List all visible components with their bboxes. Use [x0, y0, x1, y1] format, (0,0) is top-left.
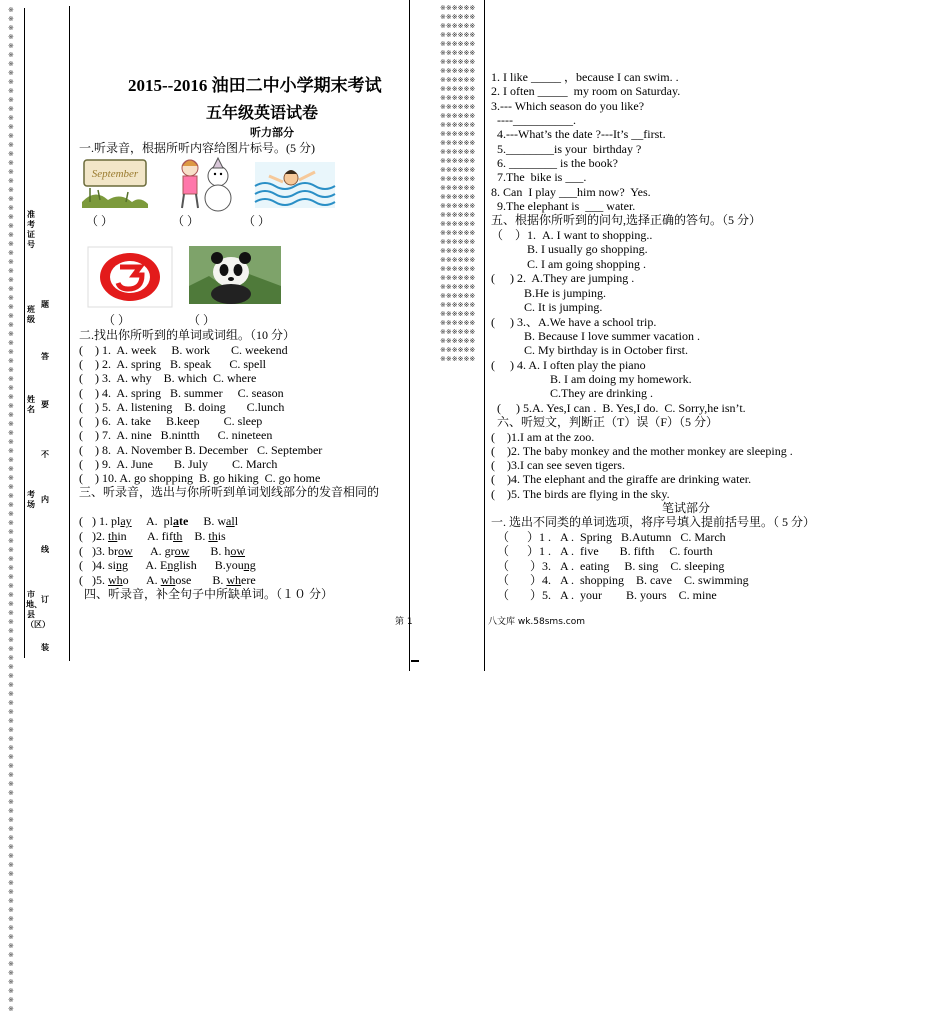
part6-item: ( )2. The baby monkey and the mother monkey are sleeping . [491, 444, 793, 458]
part6-item: ( )3.I can see seven tigers. [491, 458, 625, 472]
part5-line: B. I am doing my homework. [550, 372, 692, 386]
binding-label-city: 市地、县（区） [26, 590, 50, 629]
part3-item-5: ( )5. who A. whose B. where [79, 573, 256, 587]
part1-heading: 一.听录音，根据所听内容给图片标号。(5 分) [79, 141, 315, 155]
part5-line: B. Because I love summer vacation . [524, 329, 700, 343]
part5-line: ( ) 3.、A.We have a school trip. [491, 315, 657, 329]
mid-border-right [484, 0, 485, 671]
part4-item: ----__________. [497, 113, 576, 127]
written-item: （ ）1 . A . five B. fifth C. fourth [497, 544, 713, 558]
part4-item: 2. I often _____ my room on Saturday. [491, 84, 681, 98]
binding-label-ding: 订 [41, 595, 49, 604]
part3-item-3: ( )3. brow A. grow B. how [79, 544, 246, 558]
part3-heading: 三、听录音，选出与你所听到单词划线部分的发音相同的 [79, 485, 380, 499]
part5-line: C. It is jumping. [524, 300, 603, 314]
part2-item: ( ) 3. A. why B. which C. where [79, 371, 257, 385]
part4-item: 6. ________ is the book? [497, 156, 618, 170]
swimming-icon [255, 162, 335, 208]
part4-heading: 四、听录音，补全句子中所缺单词。（１０ 分） [84, 587, 334, 601]
part4-item: 3.--- Which season do you like? [491, 99, 645, 113]
exam-title: 2015--2016 油田二中小学期末考试 [128, 76, 382, 95]
part2-item: ( ) 7. A. nine B.nintth C. nineteen [79, 428, 273, 442]
part3-item-2: ( )2. thin A. fifth B. this [79, 529, 226, 543]
part4-item: 8. Can I play ___him now? Yes. [491, 185, 651, 199]
written-heading: 一. 选出不同类的单词选项，将序号填入提前括号里。（ 5 分） [491, 515, 816, 529]
written-item: （ ）4. A . shopping B. cave C. swimming [497, 573, 749, 587]
part2-item: ( ) 9. A. June B. July C. March [79, 457, 278, 471]
mid-binding-strip: ※※※※※※※※※※※※※※※※※※※※※※※※※※※※※※※※※※※※※※※※※※※※※※※※※※※※※※※※※※※※※※※※※※※※※※※※※※※※※※※※※※※※※※※※※※※※※※※※※※※※※※※※※※※※※※※※※※※※※※※※※※※※※※※※※※※※※※※※※※※※※※※※※※※※※※※※※※※※※※※※※※※※※※※※※※※※※※※※※※※※※※※※※※※※※※※※※※※※※※※※※※※※※※※※※※※※※※※※※※※※※※※※※※※※※※※※※※※※※※※※ [440, 4, 476, 363]
left-page-border [69, 6, 70, 661]
part5-line: C. My birthday is in October first. [524, 343, 688, 357]
part4-item: 4.---What’s the date ?---It’s __first. [497, 127, 666, 141]
part5-line: ( ) 4. A. I often play the piano [491, 358, 646, 372]
left-binding-strip: ※※※※※※※※※※※※※※※※※※※※※※※※※※※※※※※※※※※※※※※※※※※※※※※※※※※※※※※※※※※※※※※※※※※※※※※※※※※※※※※※※※※※※※※※※※※※※※※※※※※※※※※※※※※※※※※※ [8, 6, 14, 1013]
part3-item-1: ( ) 1. play A. plate B. wall [79, 514, 239, 528]
part6-heading: 六、听短文，判断正（T）误（F）（5 分） [497, 415, 719, 429]
binding-label-xian: 线 [41, 545, 49, 554]
part5-line: B.He is jumping. [524, 286, 607, 300]
part4-item: 5.________is your birthday ? [497, 142, 642, 156]
binding-label-ti: 题 [41, 300, 49, 309]
part2-item: ( ) 6. A. take B.keep C. sleep [79, 414, 263, 428]
part2-item: ( ) 4. A. spring B. summer C. season [79, 386, 284, 400]
part4-item: 1. I like _____ ，because I can swim. . [491, 70, 679, 84]
binding-label-bu: 不 [41, 450, 49, 459]
part2-item: ( ) 8. A. November B. December C. September [79, 443, 323, 457]
part2-item: ( ) 2. A. spring B. speak C. spell [79, 357, 266, 371]
binding-label-room: 考场 [27, 490, 35, 509]
part5-line: C.They are drinking . [550, 386, 653, 400]
panda-icon [189, 246, 281, 304]
listening-section-title: 听力部分 [250, 127, 294, 139]
part5-heading: 五、根据你所听到的问句,选择正确的答句。（5 分） [491, 213, 762, 227]
part1-blank-4[interactable]: （ ） [103, 313, 131, 327]
mid-border-left [409, 0, 410, 671]
binding-label-class: 班级 [27, 305, 35, 324]
left-binding-line [24, 8, 25, 658]
binding-label-nei: 内 [41, 495, 49, 504]
part4-item: 9.The elephant is ___ water. [497, 199, 636, 213]
part1-blank-3[interactable]: （ ） [243, 214, 271, 228]
part5-line: ( ) 5.A. Yes,I can . B. Yes,I do. C. Sorry,he isn’t. [497, 401, 746, 415]
exam-subtitle: 五年级英语试卷 [206, 105, 319, 122]
written-item: （ ）1 . A . Spring B.Autumn C. March [497, 530, 726, 544]
part2-item: ( ) 10. A. go shopping B. go hiking C. go home [79, 471, 321, 485]
part2-item: ( ) 1. A. week B. work C. weekend [79, 343, 288, 357]
part4-item: 7.The bike is ___. [497, 170, 587, 184]
part6-item: ( )5. The birds are flying in the sky. [491, 487, 670, 501]
girl-snowman-icon [172, 154, 236, 212]
september-icon [80, 158, 150, 208]
binding-label-da: 答 [41, 352, 49, 361]
binding-label-zhuang: 装 [41, 643, 49, 652]
part2-item: ( ) 5. A. listening B. doing C.lunch [79, 400, 285, 414]
part3-item-4: ( )4. sing A. English B.young [79, 558, 256, 572]
part5-line: （ ）1. A. I want to shopping.. [491, 228, 653, 242]
written-item: （ ）5. A . your B. yours C. mine [497, 588, 717, 602]
part5-line: B. I usually go shopping. [527, 242, 648, 256]
binding-label-exam-no: 准考证号 [27, 210, 35, 249]
part6-item: ( )4. The elephant and the giraffe are drinking water. [491, 472, 752, 486]
part5-line: C. I am going shopping . [527, 257, 646, 271]
written-item: （ ）3. A . eating B. sing C. sleeping [497, 559, 725, 573]
part5-line: ( ) 2. A.They are jumping . [491, 271, 635, 285]
part1-blank-5[interactable]: （ ） [188, 313, 216, 327]
footer-source: 八文库 wk.58sms.com [488, 617, 585, 627]
binding-label-name: 姓名 [27, 395, 35, 414]
logo-icon [88, 247, 172, 307]
page-number: 第 1 [395, 617, 413, 627]
part2-heading: 二.找出你所听到的单词或词组。（10 分） [79, 328, 296, 342]
binding-label-yao: 要 [41, 400, 49, 409]
written-section-title: 笔试部分 [662, 501, 711, 515]
september-label: September [91, 168, 139, 180]
part1-blank-2[interactable]: （ ） [172, 214, 200, 228]
part6-item: ( )1.I am at the zoo. [491, 430, 595, 444]
part1-blank-1[interactable]: （ ） [86, 214, 114, 228]
mid-bottom-mark [411, 660, 419, 662]
